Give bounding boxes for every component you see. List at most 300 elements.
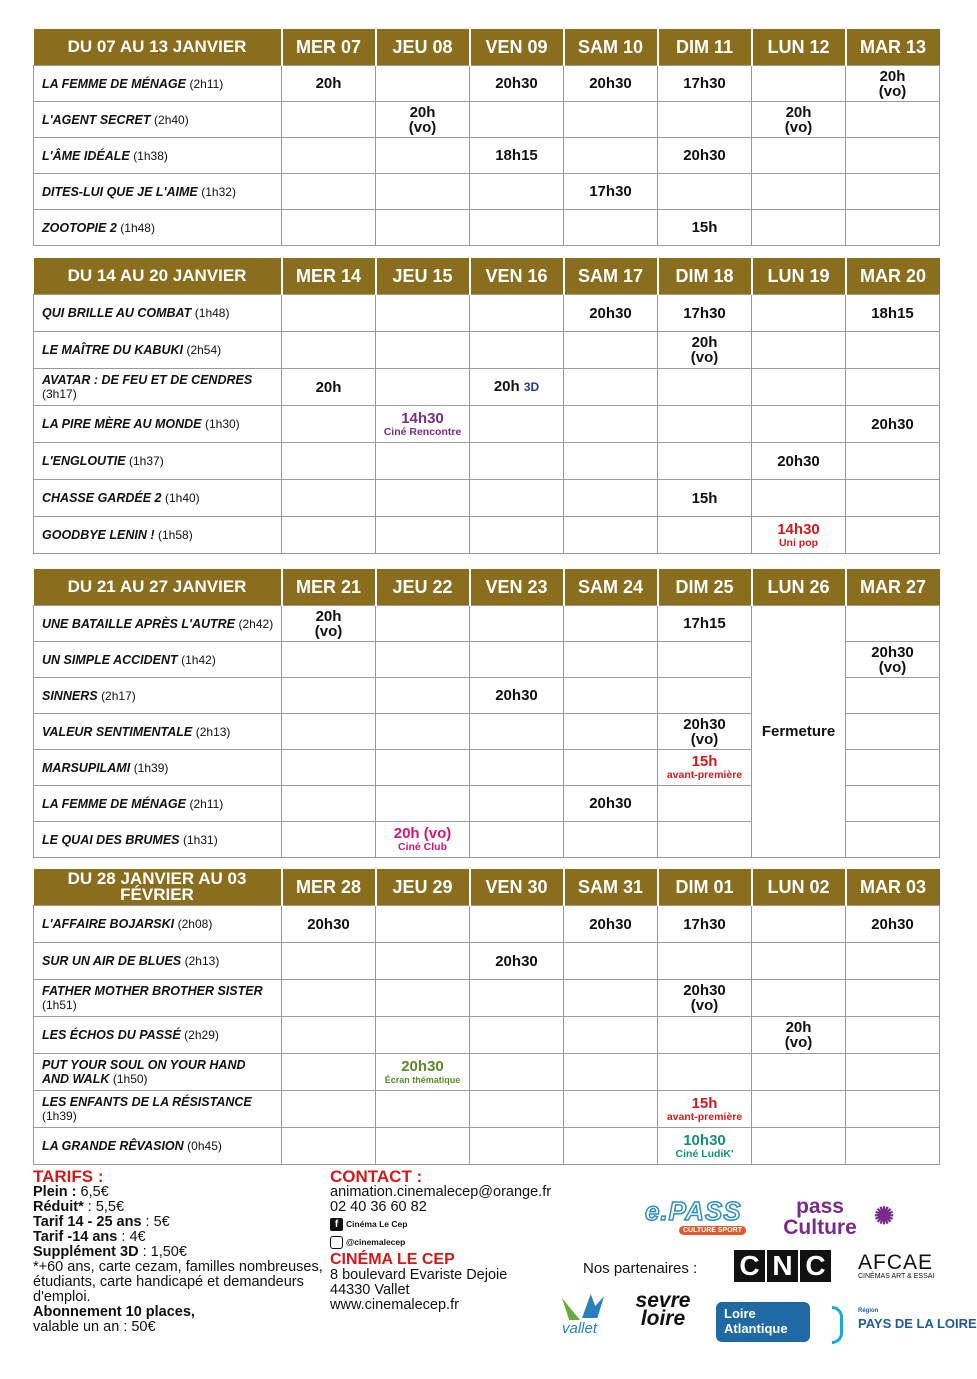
showtime (282, 295, 376, 332)
showtime (846, 822, 940, 858)
day-header: DIM 18 (658, 258, 752, 295)
film-name: LE MAÎTRE DU KABUKI (42, 343, 183, 357)
showtime (752, 906, 846, 943)
showtime (846, 786, 940, 822)
cnc-letter: C (734, 1250, 765, 1282)
film-row (34, 1017, 940, 1054)
contact-phone: 02 40 36 60 82 (330, 1199, 427, 1215)
pdl-mark-icon (832, 1306, 843, 1344)
showtime (752, 406, 846, 443)
film-title (34, 406, 282, 443)
event-note: Ciné LudiK' (675, 1147, 734, 1160)
showtime (846, 678, 940, 714)
film-title (34, 642, 282, 678)
film-row (34, 443, 940, 480)
film-title (34, 210, 282, 246)
showtime (376, 480, 470, 517)
showtime (846, 1128, 940, 1165)
film-duration: (0h45) (187, 1139, 222, 1153)
showtime (752, 1091, 846, 1128)
film-duration: (2h29) (184, 1028, 219, 1042)
showtime (470, 1091, 564, 1128)
vallet-text: vallet (562, 1320, 598, 1337)
showtime: 17h30 (658, 295, 752, 332)
week-header (34, 258, 940, 295)
showtime: 20h (vo) (282, 606, 376, 642)
film-duration: (2h40) (154, 112, 189, 127)
showtime (752, 332, 846, 369)
showtime (658, 406, 752, 443)
film-duration: (1h42) (181, 652, 216, 667)
footer (0, 1166, 977, 1379)
showtime (470, 606, 564, 642)
showtime (846, 210, 940, 246)
showtime: 20h (282, 66, 376, 102)
showtime (564, 1054, 658, 1091)
film-row (34, 66, 940, 102)
showtime (282, 642, 376, 678)
cnc-letter: C (800, 1250, 831, 1282)
tarif-3d (33, 1245, 323, 1260)
tarif-plein (33, 1185, 323, 1200)
day-header: LUN 12 (752, 29, 846, 66)
pdl-region-text: Région (858, 1308, 879, 1314)
showtime (658, 943, 752, 980)
tarifs-block (33, 1168, 323, 1335)
film-title (34, 517, 282, 554)
showtime: 20h (vo) (376, 102, 470, 138)
film-name: PUT YOUR SOUL ON YOUR HAND AND WALK (42, 1058, 246, 1086)
film-name: LES ÉCHOS DU PASSÉ (42, 1028, 181, 1042)
day-header: VEN 16 (470, 258, 564, 295)
showtime: 20h (vo) (658, 332, 752, 369)
showtime (470, 174, 564, 210)
showtime (752, 1128, 846, 1165)
instagram-icon (330, 1236, 343, 1249)
showtime (376, 443, 470, 480)
afcae-logo (858, 1252, 950, 1286)
week-2-table (33, 258, 940, 554)
film-row (34, 210, 940, 246)
film-name: MARSUPILAMI (42, 760, 131, 775)
showtime (376, 174, 470, 210)
showtime (846, 606, 940, 642)
day-header: JEU 29 (376, 869, 470, 906)
showtime (282, 786, 376, 822)
week-header (34, 869, 940, 906)
showtime (470, 714, 564, 750)
showtime (846, 1017, 940, 1054)
showtime (846, 980, 940, 1017)
day-header: VEN 23 (470, 569, 564, 606)
showtime (752, 480, 846, 517)
website-link[interactable]: www.cinemalecep.fr (330, 1297, 459, 1313)
day-header: VEN 30 (470, 869, 564, 906)
showtime (376, 517, 470, 554)
film-title (34, 332, 282, 369)
showtime: 20h (vo) (846, 66, 940, 102)
week-3-table (33, 569, 940, 858)
film-title (34, 822, 282, 858)
showtime (564, 642, 658, 678)
showtime (282, 822, 376, 858)
showtime: 20h30 (vo) (846, 642, 940, 678)
showtime (470, 1128, 564, 1165)
film-title (34, 980, 282, 1017)
showtime (846, 1091, 940, 1128)
showtime (564, 369, 658, 406)
showtime: 20h30 (564, 295, 658, 332)
week-2 (33, 258, 939, 554)
event-note: Uni pop (778, 536, 819, 549)
film-title (34, 480, 282, 517)
loire-text: loire (640, 1307, 686, 1330)
film-name: LA FEMME DE MÉNAGE (42, 76, 186, 91)
showtime (282, 1054, 376, 1091)
closed-cell: Fermeture (752, 606, 846, 858)
day-header: LUN 26 (752, 569, 846, 606)
atlantique-text: Atlantique (724, 1321, 788, 1336)
showtime: 20h30 (470, 943, 564, 980)
afcae-text: AFCAE (858, 1251, 934, 1274)
showtime (282, 174, 376, 210)
showtime: 15h (658, 210, 752, 246)
showtime (752, 138, 846, 174)
showtime (658, 750, 752, 786)
week-title: DU 28 JANVIER AU 03 FÉVRIER (34, 869, 282, 906)
showtime (564, 1128, 658, 1165)
showtime (282, 678, 376, 714)
partners-label: Nos partenaires : (583, 1260, 698, 1277)
showtime: 20h30 (752, 443, 846, 480)
film-duration: (2h17) (101, 688, 136, 703)
showtime (564, 406, 658, 443)
film-name: LE QUAI DES BRUMES (42, 832, 180, 847)
tarif-note: *+60 ans, carte cezam, familles nombreuses, étudiants, carte handicapé et demandeurs d'emploi. (33, 1259, 323, 1305)
film-duration: (2h11) (189, 76, 224, 91)
week-4 (33, 869, 939, 1165)
day-header: MAR 27 (846, 569, 940, 606)
showtime (564, 332, 658, 369)
showtime (470, 443, 564, 480)
film-title (34, 786, 282, 822)
film-row (34, 1054, 940, 1091)
cnc-logo (734, 1250, 834, 1286)
showtime (376, 1091, 470, 1128)
showtime (470, 980, 564, 1017)
showtime (564, 678, 658, 714)
showtime: 20h30 (846, 406, 940, 443)
showtime: 15h (658, 480, 752, 517)
epass-sub: CULTURE SPORT (679, 1226, 746, 1235)
showtime (658, 174, 752, 210)
film-duration: (1h32) (201, 184, 236, 199)
showtime (658, 678, 752, 714)
showtime (564, 210, 658, 246)
film-title (34, 369, 282, 406)
showtime (658, 822, 752, 858)
showtime: 20h (vo) (752, 102, 846, 138)
showtime-value: 20h30 (401, 1057, 444, 1075)
showtime-value: 20h (vo) (393, 825, 452, 842)
showtime (846, 102, 940, 138)
event-note: Ciné Club (398, 841, 447, 853)
pass-culture-logo (765, 1196, 875, 1240)
film-duration: (1h58) (158, 528, 193, 542)
showtime: 20h30 (564, 786, 658, 822)
showtime: 20h30 (846, 906, 940, 943)
tarifs-heading: TARIFS : (33, 1167, 104, 1186)
showtime (564, 1091, 658, 1128)
showtime: 18h15 (470, 138, 564, 174)
showtime (846, 714, 940, 750)
showtime (376, 786, 470, 822)
day-header: LUN 02 (752, 869, 846, 906)
showtime (752, 66, 846, 102)
film-row (34, 369, 940, 406)
showtime (564, 1017, 658, 1054)
film-duration: (1h39) (42, 1109, 77, 1123)
contact-email[interactable]: animation.cinemalecep@orange.fr (330, 1184, 552, 1200)
event-note: Écran thématique (384, 1074, 461, 1085)
showtime (564, 480, 658, 517)
film-duration: (2h13) (184, 954, 220, 968)
film-name: CHASSE GARDÉE 2 (42, 491, 162, 505)
showtime (752, 517, 846, 554)
showtime (470, 1017, 564, 1054)
showtime (658, 1128, 752, 1165)
day-header: MER 28 (282, 869, 376, 906)
film-row (34, 1091, 940, 1128)
film-name: SUR UN AIR DE BLUES (42, 954, 182, 968)
day-header: MER 14 (282, 258, 376, 295)
event-note: avant-première (666, 769, 743, 781)
pass-culture-text-1: pass (796, 1195, 844, 1218)
showtime (376, 678, 470, 714)
showtime (282, 980, 376, 1017)
film-row (34, 174, 940, 210)
showtime (752, 210, 846, 246)
showtime (470, 406, 564, 443)
day-header: MAR 20 (846, 258, 940, 295)
sevre-loire-logo (628, 1289, 698, 1348)
showtime (376, 822, 470, 858)
film-row (34, 980, 940, 1017)
film-row (34, 102, 940, 138)
showtime (846, 480, 940, 517)
showtime (470, 102, 564, 138)
event-note: avant-première (666, 1110, 743, 1123)
showtime (282, 1017, 376, 1054)
film-name: SINNERS (42, 688, 98, 703)
showtime (658, 443, 752, 480)
film-name: L'ENGLOUTIE (42, 454, 126, 468)
showtime (282, 138, 376, 174)
showtime (282, 943, 376, 980)
film-duration: (1h37) (129, 454, 164, 468)
pass-culture-text-2: Culture (783, 1216, 857, 1239)
showtime (846, 174, 940, 210)
showtime: 17h30 (658, 66, 752, 102)
film-row (34, 1128, 940, 1165)
tarif-value: : 5€ (141, 1214, 170, 1230)
showtime (282, 750, 376, 786)
showtime (470, 210, 564, 246)
film-title (34, 174, 282, 210)
film-title (34, 1091, 282, 1128)
tarif-value: : 5,5€ (83, 1199, 125, 1215)
leaf-icon (562, 1298, 580, 1320)
film-name: LES ENFANTS DE LA RÉSISTANCE (42, 1095, 252, 1109)
facebook-icon: f (330, 1218, 343, 1231)
showtime (658, 1091, 752, 1128)
day-header: SAM 10 (564, 29, 658, 66)
day-header: DIM 25 (658, 569, 752, 606)
showtime: 20h30 (282, 906, 376, 943)
showtime (376, 606, 470, 642)
film-duration: (1h30) (204, 417, 240, 431)
film-name: L'AFFAIRE BOJARSKI (42, 917, 175, 931)
film-duration: (1h40) (164, 491, 200, 505)
film-row (34, 906, 940, 943)
day-header: LUN 19 (752, 258, 846, 295)
instagram-link[interactable] (330, 1233, 590, 1251)
tarif-label: Réduit* (33, 1199, 84, 1215)
showtime (658, 517, 752, 554)
week-title: DU 21 AU 27 JANVIER (34, 569, 282, 606)
film-name: ZOOTOPIE 2 (42, 220, 117, 235)
showtime (470, 369, 564, 406)
day-header: MER 07 (282, 29, 376, 66)
showtime (564, 102, 658, 138)
film-duration: (2h54) (186, 343, 222, 357)
loire-atlantique-logo (716, 1302, 810, 1342)
showtime: 20h30 (564, 906, 658, 943)
showtime (658, 1054, 752, 1091)
showtime: 17h30 (564, 174, 658, 210)
day-header: DIM 11 (658, 29, 752, 66)
film-row (34, 606, 940, 642)
film-duration: (1h31) (183, 832, 218, 847)
film-name: QUI BRILLE AU COMBAT (42, 306, 192, 320)
day-header: MER 21 (282, 569, 376, 606)
film-title (34, 943, 282, 980)
showtime (282, 210, 376, 246)
film-name: FATHER MOTHER BROTHER SISTER (42, 984, 263, 998)
film-name: LA PIRE MÈRE AU MONDE (42, 417, 202, 431)
showtime (846, 332, 940, 369)
week-title: DU 14 AU 20 JANVIER (34, 258, 282, 295)
showtime (658, 642, 752, 678)
showtime: 17h15 (658, 606, 752, 642)
address-line-1: 8 boulevard Evariste Dejoie (330, 1267, 508, 1283)
film-duration: (2h13) (195, 724, 231, 739)
showtime (282, 443, 376, 480)
week-1 (33, 29, 939, 246)
showtime-value: 15h (691, 753, 718, 770)
showtime (564, 822, 658, 858)
showtime (470, 1054, 564, 1091)
cnc-letter: N (767, 1250, 798, 1282)
day-header: MAR 03 (846, 869, 940, 906)
showtime (470, 750, 564, 786)
showtime (376, 66, 470, 102)
film-duration: (2h11) (189, 796, 224, 811)
showtime (658, 369, 752, 406)
film-title (34, 66, 282, 102)
day-header: SAM 31 (564, 869, 658, 906)
showtime (564, 714, 658, 750)
film-title (34, 138, 282, 174)
showtime (846, 943, 940, 980)
day-header: JEU 22 (376, 569, 470, 606)
showtime (376, 1017, 470, 1054)
showtime (376, 980, 470, 1017)
showtime: 18h15 (846, 295, 940, 332)
showtime (282, 1128, 376, 1165)
showtime (282, 406, 376, 443)
film-duration: (1h38) (133, 148, 168, 163)
film-duration: (2h42) (238, 616, 274, 631)
address-line-2: 44330 Vallet (330, 1282, 410, 1298)
showtime (376, 332, 470, 369)
showtime (376, 406, 470, 443)
day-header: JEU 15 (376, 258, 470, 295)
showtime: 20h (282, 369, 376, 406)
showtime (282, 102, 376, 138)
tarif-abonnement-value: valable un an : 50€ (33, 1319, 156, 1335)
day-header: DIM 01 (658, 869, 752, 906)
showtime (752, 980, 846, 1017)
contact-heading: CONTACT : (330, 1167, 423, 1186)
facebook-link[interactable] (330, 1215, 590, 1233)
showtime (846, 443, 940, 480)
showtime-value: 10h30 (683, 1131, 726, 1149)
showtime (376, 943, 470, 980)
showtime (752, 295, 846, 332)
film-row (34, 295, 940, 332)
showtime (846, 750, 940, 786)
showtime (846, 517, 940, 554)
day-header: MAR 13 (846, 29, 940, 66)
film-duration: (1h50) (112, 1072, 148, 1086)
day-header: SAM 24 (564, 569, 658, 606)
film-duration: (2h08) (177, 917, 213, 931)
showtime (282, 332, 376, 369)
showtime (564, 443, 658, 480)
film-name: UNE BATAILLE APRÈS L'AUTRE (42, 616, 236, 631)
film-name: AVATAR : DE FEU ET DE CENDRES (42, 373, 253, 387)
showtime (752, 1054, 846, 1091)
film-duration: (1h48) (120, 220, 155, 235)
week-title: DU 07 AU 13 JANVIER (34, 29, 282, 66)
showtime (846, 138, 940, 174)
showtime: 20h30 (564, 66, 658, 102)
facebook-label: Cinéma Le Cep (346, 1219, 408, 1229)
showtime (658, 786, 752, 822)
day-header: SAM 17 (564, 258, 658, 295)
week-header (34, 569, 940, 606)
film-title (34, 443, 282, 480)
instagram-label: @cinemalecep (346, 1237, 406, 1247)
showtime: 20h (vo) (752, 1017, 846, 1054)
showtime (470, 295, 564, 332)
film-duration: (1h51) (42, 998, 77, 1012)
showtime (282, 1091, 376, 1128)
showtime (376, 295, 470, 332)
showtime-value: 20h (493, 378, 520, 395)
showtime (564, 980, 658, 1017)
